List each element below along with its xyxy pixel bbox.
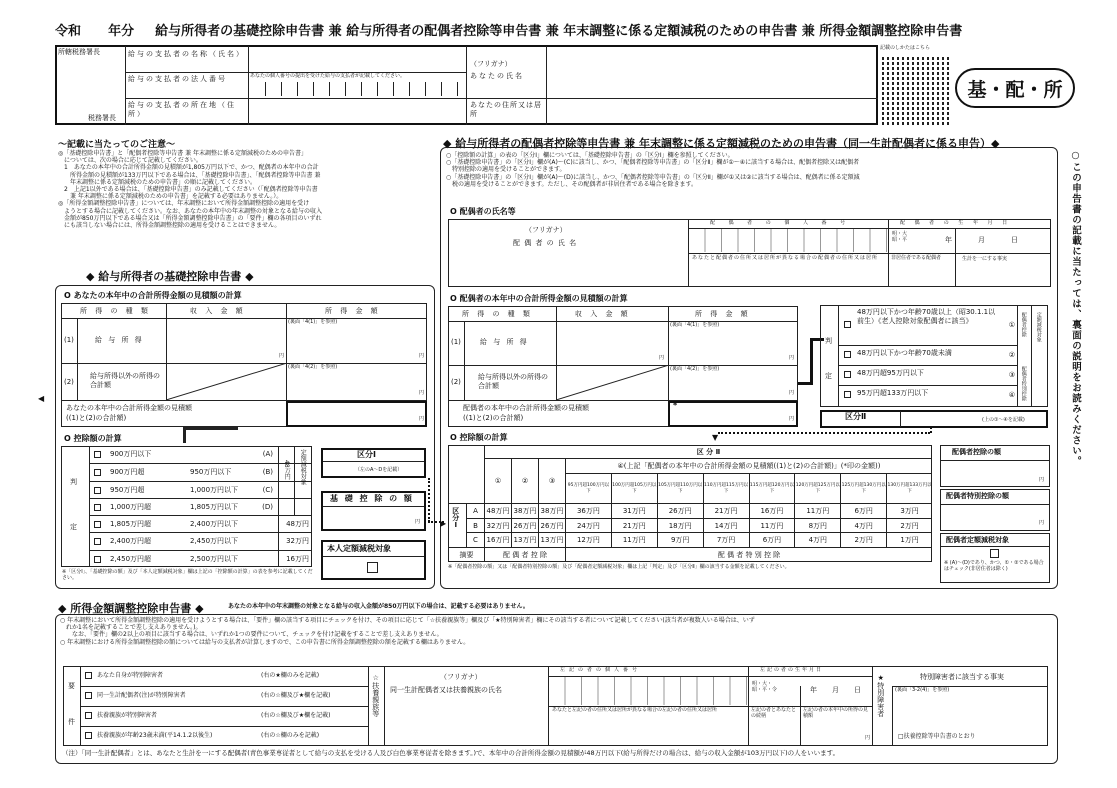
asterisk-mark: * [673, 401, 678, 410]
yen-label: 円 [788, 390, 794, 396]
sp-row1-label: 給 与 所 得 [480, 338, 529, 346]
range-low: 1,000万円超 [110, 502, 152, 511]
yen-label: 円 [278, 353, 284, 359]
judge-checkbox[interactable] [844, 371, 851, 378]
yen-label: 円 [788, 355, 794, 361]
sp-row2-ref: (裏面「4(2)」を参照) [670, 366, 720, 372]
range-row[interactable] [90, 532, 311, 549]
adjust-footnote: （注）「同一生計配偶者」とは、あなたと生計を一にする配偶者(青色事業専従者として給与の支払を受ける人及び白色事業専従者を除きます。)で、本年中の合計所得金額の見積額が48万円以下(給与所得だけの場合は、給与の収入金額が103万円以下)の人をいいます。 [62, 749, 840, 757]
range-low: 900万円超 [110, 468, 145, 477]
sub-range: 125万円超130万円以下 [840, 473, 886, 503]
amount-cell: 48万円 [484, 503, 511, 518]
table-head: 区 分 Ⅱ [484, 445, 932, 458]
spouse-intro-line: ○「基礎控除申告書」の「区分Ⅰ」欄が(A)～(C)に該当し、かつ、「配偶者控除等申告書」の「区分Ⅱ」欄が①～④に該当する場合は、配偶者控除又は配偶者 [446, 159, 860, 167]
judge-checkbox[interactable] [844, 351, 851, 358]
amount-cell: 14万円 [703, 518, 749, 533]
adj-address-label: あなたと左記の者の住所又は居所が異なる場合の左記の者の住所又は居所 [552, 707, 718, 713]
yen-label: 円 [414, 519, 420, 525]
amount-cell: 13万円 [538, 532, 565, 547]
spouse-name-label: 配 偶 者 の 氏 名 [513, 239, 578, 247]
note-line: ようとする場合に記載してください。なお、あなたの本年中の年末調整の対象となる給与の収入 [58, 207, 323, 215]
adjust-section-title: ◆ 所得金額調整控除申告書 ◆ [58, 602, 204, 615]
basic-deduct-title: O 控除額の計算 [64, 434, 122, 443]
req-char1: 要 [68, 682, 75, 690]
sub-range: 115万円超120万円以下 [749, 473, 795, 503]
left-marker: ◀ [38, 394, 45, 403]
judge-text: 95万円超133万円以下 [857, 389, 929, 397]
amount-cell: 21万円 [611, 518, 657, 533]
req-checkbox[interactable] [85, 672, 92, 679]
qr-code[interactable] [882, 55, 952, 125]
office-label: 所轄税務署長 [58, 48, 100, 56]
amount-cell: 26万円 [657, 503, 703, 518]
sp-col-income: 所 得 金 額 [695, 310, 751, 318]
sp-judge-char2: 定 [825, 372, 832, 380]
spouse-intro-line: 税の適用を受けることができます。ただし、その配偶者が非居住者である場合を除きます。 [446, 180, 698, 188]
basic-footnote: ※「区分Ⅰ」、「基礎控除の額」及び「本人定額減税対象」欄は上記の「控除額の計算」の表を参考に記載してください。 [62, 569, 313, 581]
req-checkbox[interactable] [85, 712, 92, 719]
col-head: ③ [538, 458, 565, 503]
row1-num: (1) [64, 336, 74, 344]
note-line: については、次の場合に応じて記載してください。 [58, 157, 202, 165]
payer-name-field[interactable] [250, 48, 464, 70]
judge-num: ① [1008, 321, 1015, 329]
range-high: 2,500万円以下 [190, 554, 239, 563]
note-line: にも該当しない場合には、所得金額調整控除の適用を受けることはできません。 [58, 221, 281, 229]
notes-title: ～記載に当たってのご注意～ [58, 140, 176, 150]
adjust-intro-line: れか1名を記載することで差し支えありません。)。 [60, 624, 202, 632]
sp-judge-char: 判 [825, 337, 832, 345]
req-text: 同一生計配偶者(注)が特別障害者 [97, 692, 186, 699]
sp-teigaku-note: ※ (A)～(D)であり、かつ、①・②である場合はチェック(非居住者は除く) [944, 560, 1044, 572]
note-line: 所得金額の見積額が133万円以下である場合は、「基礎控除申告書」、「配偶者控除等申告書 兼 [58, 171, 321, 179]
special-fact-label: 特別障害者に該当する事実 [920, 673, 1004, 681]
range-low: 950万円超 [110, 485, 145, 494]
adj-name-field[interactable] [385, 700, 547, 745]
req-char2: 件 [68, 718, 75, 726]
row-key: B [466, 518, 484, 533]
range-low: 2,450万円超 [110, 554, 152, 563]
yen-label: 円 [864, 735, 870, 741]
range-checkbox[interactable] [94, 521, 101, 528]
amount-cell: 18万円 [657, 518, 703, 533]
amount-cell: 6万円 [749, 532, 795, 547]
office-chief-label: 税務署長 [88, 114, 116, 122]
range-row[interactable] [90, 481, 311, 498]
judge-num: ④ [1008, 391, 1015, 399]
special-label: ★特別障害者 [876, 674, 885, 717]
sp-deduct-title: O 控除額の計算 [450, 433, 508, 442]
form-title [55, 20, 962, 39]
judge-item[interactable] [839, 385, 1017, 407]
col-head: ① [484, 458, 511, 503]
sp-row2-label: 給与所得以外の所得の合計額 [478, 373, 548, 390]
sub-range: 110万円超115万円以下 [703, 473, 749, 503]
yen-label: 円 [418, 353, 424, 359]
spouse-footnote: ※「配偶者控除の額」又は「配偶者特別控除の額」及び「配偶者定額減税対象」欄は上記「判定」及び「区分Ⅱ」欄の該当する金額を記載してください。 [448, 564, 790, 570]
dotted-link [718, 432, 930, 434]
sp-col-revenue: 収 入 金 額 [575, 310, 631, 318]
amount-cell: 38万円 [538, 503, 565, 518]
req-note: (右の☆欄及び★欄を記載) [261, 692, 331, 699]
spouse-ymd[interactable]: 年 月 日 [945, 236, 1022, 244]
amount-cell: 9万円 [657, 532, 703, 547]
era-label: 令和 [55, 24, 82, 39]
row2-num: (2) [64, 378, 74, 386]
req-text: 扶養親族が年齢23歳未満(平14.1.2以後生) [97, 732, 213, 739]
yen-label: 円 [418, 416, 424, 422]
self-tax-label: 本人定額減税対象 [327, 544, 391, 553]
sp-total-label: 配偶者の本年中の合計所得金額の見積額 [463, 404, 589, 412]
sp-total-field[interactable] [668, 401, 798, 427]
range-checkbox[interactable] [94, 504, 101, 511]
req-row[interactable] [81, 706, 368, 726]
range-row[interactable] [90, 550, 311, 567]
sub-range: 120万円超125万円以下 [794, 473, 840, 503]
note-line: 1 あなたの本年中の合計所得金額の見積額が1,805万円以下で、かつ、配偶者の本年中の合計 [58, 164, 319, 172]
basic-calc-title: O あなたの本年中の合計所得金額の見積額の計算 [64, 291, 242, 300]
amount-cell: 2万円 [886, 518, 932, 533]
row1-label: 給 与 所 得 [95, 336, 144, 344]
amount-cell: 2万円 [840, 532, 886, 547]
range-high: 1,000万円以下 [190, 485, 239, 494]
self-tax-checkbox[interactable] [367, 562, 378, 573]
col-revenue: 収 入 金 額 [190, 307, 246, 315]
judge-num: ③ [1008, 371, 1015, 379]
range-checkbox[interactable] [94, 451, 101, 458]
payer-name-label: 給与の支払者の名称（氏名） [128, 50, 245, 58]
title-main: 給与所得者の基礎控除申告書 兼 給与所得者の配偶者控除等申告書 兼 年末調整に係る定額減税のための申告書 兼 所得金額調整控除申告書 [155, 24, 963, 39]
spouse-same-label: 生計を一にする事実 [962, 256, 1008, 262]
row-key: A [466, 503, 484, 518]
your-address-field[interactable] [548, 100, 876, 124]
adj-birth-label: 左記の者の生年月日 [760, 667, 824, 673]
judge-char: 判 [70, 478, 77, 486]
your-address-label: あなたの住所又は居所 [470, 101, 542, 118]
range-code: 48万円 [286, 520, 309, 529]
side-koujo: 配偶者控除 [1020, 312, 1027, 337]
note-line: ◎「所得金額調整控除申告書」については、年末調整において所得金額調整控除の適用を受け [58, 200, 310, 208]
req-note: (右の★欄のみを記載) [261, 672, 320, 679]
your-name-field[interactable] [548, 48, 876, 96]
col-head: ② [511, 458, 538, 503]
spouse-section-title: ◆ 給与所得者の配偶者控除等申告書 兼 年末調整に係る定額減税のための申告書（同一生計配偶者に係る申告）◆ [443, 137, 1000, 150]
adj-furigana: （フリガナ） [440, 673, 482, 681]
payer-number-label: 給与の支払者の法人番号 [128, 75, 227, 83]
amount-cell: 16万円 [749, 503, 795, 518]
tekiyo-label: 摘要 [448, 547, 484, 562]
req-row[interactable] [81, 686, 368, 706]
range-row[interactable] [90, 463, 311, 480]
req-text: あなた自身が特別障害者 [97, 672, 164, 679]
note-line: 年末調整に係る定額減税のための申告書」の順に記載してください。 [58, 178, 257, 186]
year-label: 年分 [108, 24, 135, 39]
row2-ref: (裏面「4(2)」を参照) [288, 364, 338, 370]
amount-cell: 6万円 [840, 503, 886, 518]
range-row[interactable] [90, 446, 311, 463]
sp-total-sub: ((1)と(2)の合計額) [463, 414, 524, 422]
sp-tokubetsu-label: 配偶者特別控除の額 [946, 492, 1009, 500]
sub-range: 105万円超110万円以下 [657, 473, 703, 503]
total-label: あなたの本年中の合計所得金額の見積額 [66, 404, 192, 412]
range-row[interactable] [90, 498, 311, 515]
range-code: (A) [262, 450, 273, 458]
spouse-name-title: O 配偶者の氏名等 [450, 207, 516, 216]
amount-cell: 11万円 [794, 503, 840, 518]
amount-cell: 4万円 [840, 518, 886, 533]
row2-income-field[interactable] [287, 373, 426, 399]
req-note: (右の☆欄及び★欄を記載) [261, 712, 331, 719]
basic-section-title: ◆ 給与所得者の基礎控除申告書 ◆ [86, 270, 254, 283]
col-income-type: 所 得 の 種 類 [80, 307, 151, 315]
amount-cell: 11万円 [749, 518, 795, 533]
yen-label: 円 [1038, 477, 1044, 483]
payer-address-field[interactable] [250, 100, 464, 124]
range-low: 2,400万円超 [110, 537, 152, 546]
note-line: 金額が850万円以下である場合又は「所得金額調整控除申告書」の「要件」欄の各項目のいずれ [58, 214, 322, 222]
col-income: 所 得 金 額 [325, 307, 381, 315]
down-marker: ▼ [712, 433, 719, 442]
req-row[interactable] [81, 666, 368, 686]
teigaku-label: 定額減税対象 [299, 449, 307, 485]
judge-item[interactable] [839, 345, 1017, 365]
sp-row1-num: (1) [451, 338, 461, 346]
adj-era: 明・大・昭・平・令 [752, 681, 778, 693]
spouse-intro-line: ○「控除額の計算」の表の「区分Ⅰ」欄については、「基礎控除申告書」の「区分Ⅰ」欄を参照してください。 [446, 152, 734, 159]
range-high: 1,805万円以下 [190, 502, 239, 511]
sp-tokubetsu-cat: 配 偶 者 特 別 控 除 [565, 547, 932, 562]
amount-cell: 26万円 [538, 518, 565, 533]
adjust-intro [60, 617, 1045, 646]
req-checkbox[interactable] [85, 732, 92, 739]
range-high: 2,400万円以下 [190, 520, 239, 529]
yen-label: 円 [788, 416, 794, 422]
adjust-intro-line: ○ 年末調整における所得金額調整控除の額については給与の支払者が計算しますので、この申告書に所得金額調整控除の額を記載する欄はありません。 [60, 638, 470, 646]
your-name-label: あなたの氏名 [470, 72, 524, 80]
amount-cell: 36万円 [565, 503, 611, 518]
note-line: ◎「基礎控除申告書」と「配偶者控除等申告書 兼 年末調整に係る定額減税のための申告書」 [58, 150, 308, 157]
sp-row1-ref: (裏面「4(1)」を参照) [670, 322, 720, 328]
req-text: 扶養親族が特別障害者 [97, 712, 158, 719]
notes-list [58, 150, 322, 229]
adj-income-label: 左記の者の本年中の所得の見積額 [803, 707, 869, 719]
kubun1-note: （左のA～Dを記載） [355, 467, 403, 473]
fuyo-label: ☆扶養親族等 [371, 674, 380, 717]
spouse-furigana: （フリガナ） [525, 226, 567, 234]
amount-cell: 24万円 [565, 518, 611, 533]
adj-relation-label: 左記の者とあなたとの続柄 [751, 707, 797, 719]
row1-ref: (裏面「4(1)」を参照) [288, 319, 338, 325]
special-ref: (裏面「3-2(4)」を参照) [895, 687, 950, 693]
spouse-intro-line: ○「基礎控除申告書」の「区分Ⅰ」欄が(A)～(D)に該当し、かつ、「配偶者控除等申告書」の「区分Ⅱ」欄が①又は②に該当する場合は、配偶者に係る定額減 [446, 173, 860, 181]
sp-row2-income-field[interactable] [669, 376, 797, 399]
sub-range: 100万円超105万円以下 [611, 473, 657, 503]
amount-cell: 26万円 [511, 518, 538, 533]
side-tokubetsu: 配偶者特別控除 [1020, 366, 1027, 401]
special-fact-field[interactable] [893, 696, 1047, 726]
row1-revenue-field[interactable] [167, 319, 285, 362]
spouse-address-label: あなたと配偶者の住所又は居所が異なる場合の配偶者の住所又は居所 [692, 255, 879, 261]
side-teigaku: 定額減税対象 [1035, 312, 1042, 342]
range-code: (C) [262, 485, 273, 494]
amount-cell: 1万円 [886, 532, 932, 547]
sp-row1-income-field[interactable] [669, 331, 797, 364]
side-note: ○この申告書の記載に当たっては、裏面の説明をお読みください。 [1070, 150, 1081, 467]
furigana-label: （フリガナ） [470, 60, 512, 68]
big-table-cells [448, 445, 932, 562]
sp-col-type: 所 得 の 種 類 [462, 310, 533, 318]
spouse-nonres-label: 非居住者である配偶者 [891, 255, 942, 261]
range-low: 1,805万円超 [110, 520, 152, 529]
adj-ymd[interactable]: 年 月 日 [810, 686, 865, 694]
col4-head: ④(上記「配偶者の本年中の合計所得金額の見積額((1)と(2)の合計額)」(*印の金額)) [565, 458, 932, 473]
adjust-subtitle: あなたの本年中の年末調整の対象となる給与の収入金額が850万円以下の場合は、記載する必要はありません。 [228, 603, 529, 610]
range-high: 950万円以下 [190, 468, 232, 477]
fuyo-check[interactable]: □扶養控除等申告書のとおり [898, 733, 976, 740]
amount-cell: 12万円 [565, 532, 611, 547]
spouse-birth-label: 配 偶 者 の 生 年 月 日 [900, 220, 1012, 226]
yen-label: 円 [658, 355, 664, 361]
range-code: 16万円 [286, 554, 309, 563]
spouse-calc-title: O 配偶者の本年中の合計所得金額の見積額の計算 [450, 294, 628, 303]
amount-cell: 4万円 [794, 532, 840, 547]
spouse-name-field[interactable] [449, 250, 687, 286]
range-code: 32万円 [286, 537, 309, 546]
range-checkbox[interactable] [94, 487, 101, 494]
kubun2-note: (上の①～④を記載) [982, 417, 1025, 423]
adj-name-label: 同一生計配偶者又は扶養親族の氏名 [390, 686, 502, 694]
kubun-i-label: 区分Ⅰ [451, 507, 460, 529]
payer-number-note: あなたの個人番号の提出を受けた給与の支払者が記載してください。 [250, 73, 406, 79]
judge-text: 48万円以下かつ年齢70歳未満 [857, 349, 952, 357]
dotted-connector [428, 478, 430, 522]
amount-cell: 7万円 [703, 532, 749, 547]
adjust-intro-line: なお、「要件」欄の2以上の項目に該当する場合は、いずれか1つの要件について、チェックを付け記載をすることで差し支えありません。 [60, 631, 443, 639]
amount-cell: 8万円 [794, 518, 840, 533]
total-income-field[interactable] [286, 401, 427, 427]
flat-48: 48万円 [283, 460, 291, 480]
req-row[interactable] [81, 726, 368, 746]
range-code: (D) [262, 502, 273, 511]
sp-row2-num: (2) [451, 378, 461, 386]
adj-mynum-label: 左記の者の個人番号 [560, 667, 642, 673]
sp-koujo-label: 配偶者控除の額 [952, 448, 1001, 456]
adjust-intro-line: ○ 年末調整において所得金額調整控除の適用を受けようとする場合は、「要件」欄の該当する項目にチェックを付け、その項目に応じて「☆扶養親族等」欄及び「★特別障害者」欄にその該当する者について記載してください(該当者が複数人いる場合は、いず [60, 617, 755, 624]
sp-row1-revenue-field[interactable] [557, 322, 667, 364]
range-checkbox[interactable] [94, 556, 101, 563]
amount-cell: 16万円 [484, 532, 511, 547]
judge-num: ② [1008, 351, 1015, 359]
sub-range: 95万円超100万円以下 [565, 473, 611, 503]
right-marker: ▶ [440, 519, 447, 528]
range-row[interactable] [90, 515, 311, 532]
amount-cell: 31万円 [611, 503, 657, 518]
payer-address-label: 給与の支払者の所在地（住所） [128, 101, 236, 118]
judge-item[interactable] [839, 365, 1017, 385]
req-checkbox[interactable] [85, 692, 92, 699]
total-sub-label: ((1)と(2)の合計額) [66, 414, 127, 422]
spouse-mynumber-field[interactable] [689, 229, 888, 252]
judge-text: 48万円超95万円以下 [857, 369, 924, 377]
req-note: (右の☆欄のみを記載) [261, 732, 320, 739]
range-checkbox[interactable] [94, 538, 101, 545]
sp-koujo-cat: 配 偶 者 控 除 [484, 547, 565, 562]
row-key: C [466, 532, 484, 547]
judge-checkbox[interactable] [844, 391, 851, 398]
judge-char2: 定 [70, 523, 77, 531]
note-line: 2 上記1以外である場合は、「基礎控除申告書」のみ記載してください（「配偶者控除等申告書 [58, 185, 318, 193]
spouse-intro-line: 特別控除の適用を受けることができます。 [446, 166, 566, 174]
yen-label: 円 [418, 390, 424, 396]
spouse-era: 明・大 昭・平 [892, 231, 908, 243]
sp-teigaku-label: 配偶者定額減税対象 [946, 536, 1009, 544]
amount-cell: 32万円 [484, 518, 511, 533]
note-line: 兼 年末調整に係る定額減税のための申告書」を記載する必要はありません。）。 [58, 193, 283, 201]
amount-cell: 13万円 [511, 532, 538, 547]
judge-text: 48万円以下かつ年齢70歳以上（昭30.1.1以前生）《老人控除対象配偶者に該当》 [857, 308, 996, 325]
range-low: 900万円以下 [110, 450, 152, 458]
range-checkbox[interactable] [94, 469, 101, 476]
amount-cell: 11万円 [611, 532, 657, 547]
range-code: (B) [262, 468, 273, 477]
row1-income-field[interactable] [287, 328, 426, 362]
qr-caption: 記載のしかたはこちら [880, 45, 931, 51]
row2-diagonal [166, 363, 287, 400]
judge-item[interactable] [839, 305, 1017, 345]
amount-cell: 38万円 [511, 503, 538, 518]
amount-cell: 21万円 [703, 503, 749, 518]
range-high: 2,450万円以下 [190, 537, 239, 546]
yen-label: 円 [1038, 520, 1044, 526]
amount-cell: 3万円 [886, 503, 932, 518]
payer-number-field[interactable] [250, 82, 464, 96]
spouse-mynumber-label: 配 偶 者 の 個 人 番 号 [710, 220, 852, 226]
form-type-badge: 基・配・所 [955, 68, 1075, 108]
adj-mynum-field[interactable] [549, 677, 748, 705]
kubun2-label: 区分Ⅱ [845, 412, 867, 421]
sp-teigaku-checkbox[interactable] [990, 549, 999, 558]
sub-range: 130万円超133万円以下 [886, 473, 932, 503]
judge-checkbox[interactable] [844, 321, 851, 328]
kiso-label: 基 礎 控 除 の 額 [330, 494, 414, 503]
kubun1-label: 区分Ⅰ [357, 450, 376, 459]
row2-label: 給与所得以外の所得の合計額 [90, 372, 160, 389]
sp-row2-diagonal [556, 365, 669, 400]
spouse-intro [446, 152, 860, 188]
